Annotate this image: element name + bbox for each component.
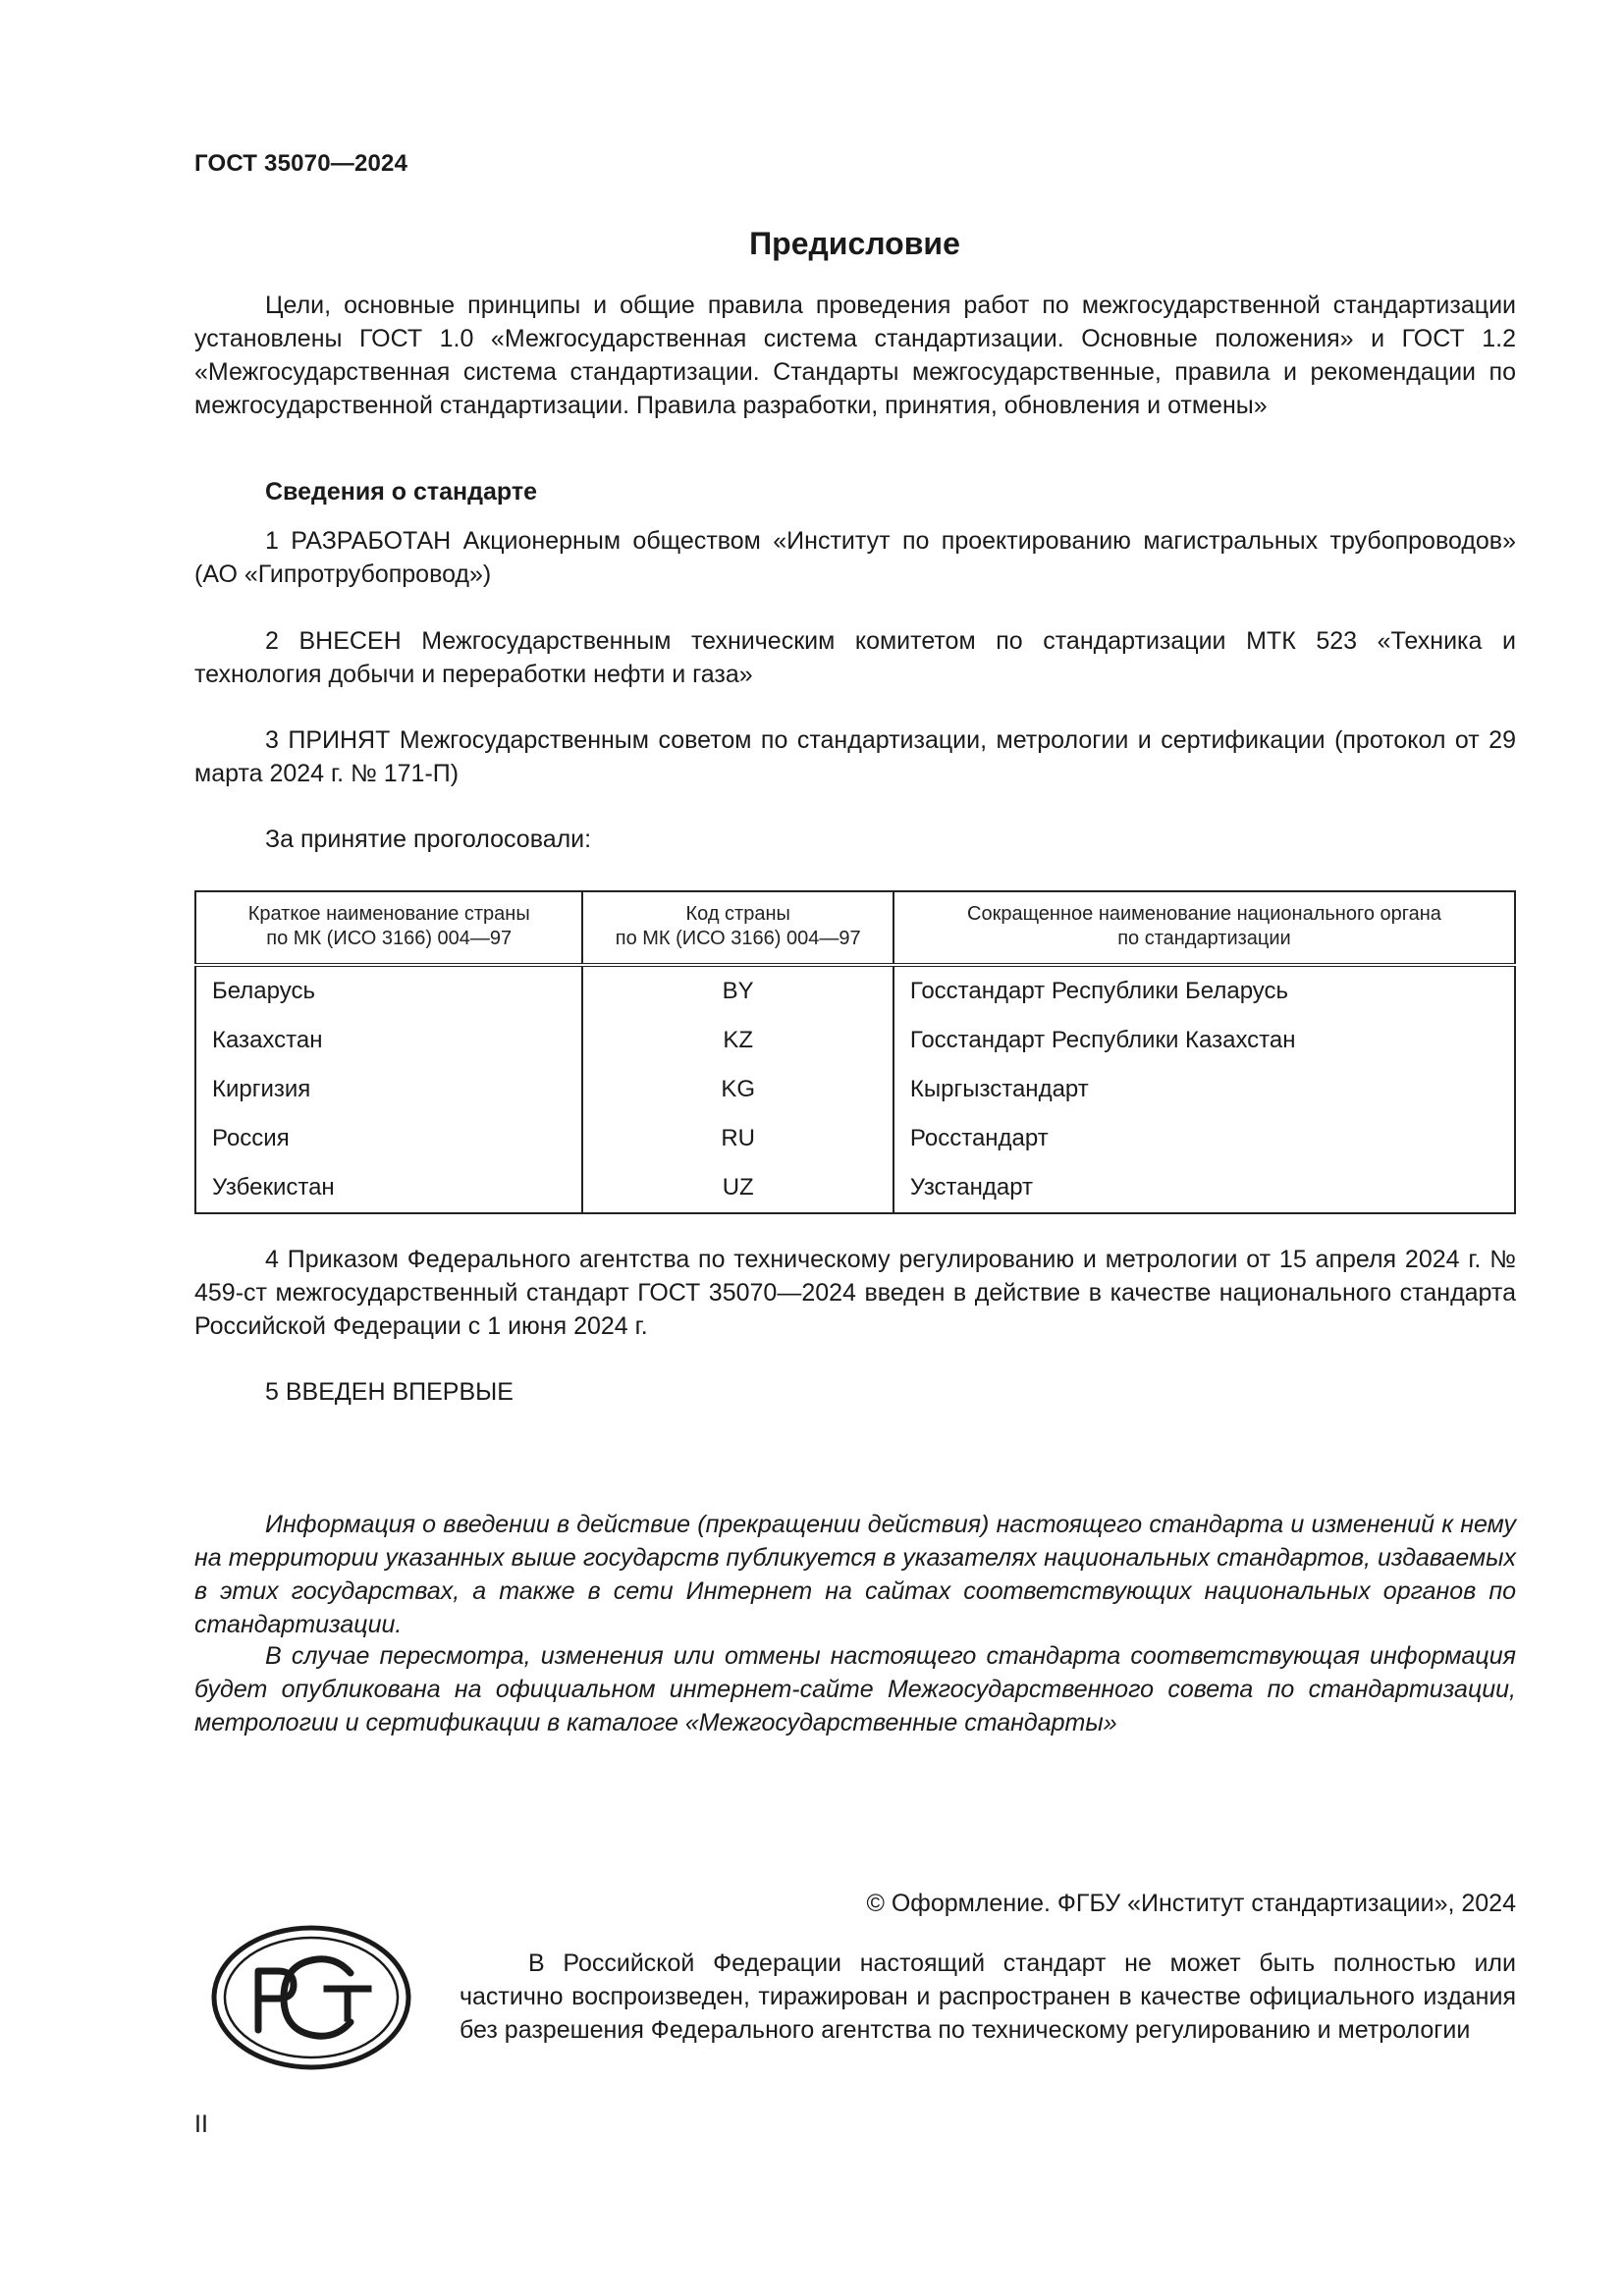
cell-code: UZ	[582, 1163, 893, 1213]
item-order: 4 Приказом Федерального агентства по техническому регулированию и метрологии от 15 апреля 2024 г. № 459-ст межгосударственный стандарт ГОСТ 35070—2024 введен в действие в качестве национального стандарта Российской Федерации с 1 июня 2024 г.	[194, 1246, 1516, 1340]
vote-label: За принятие проголосовали:	[265, 826, 592, 853]
item-adopted: 3 ПРИНЯТ Межгосударственным советом по стандартизации, метрологии и сертификации (протокол от 29 марта 2024 г. № 171-П)	[194, 726, 1516, 787]
note-revision-info: В случае пересмотра, изменения или отмены настоящего стандарта соответствующая информация будет опубликована на официальном интернет-сайте Межгосударственного совета по стандартизации, метрологии и сертификации в каталоге «Межгосударственные стандарты»	[194, 1642, 1516, 1736]
cell-body: Кыргызстандарт	[893, 1065, 1515, 1114]
document-code: ГОСТ 35070—2024	[194, 150, 408, 177]
cell-country: Узбекистан	[195, 1163, 582, 1213]
column-header-body: Сокращенное наименование национального органа по стандартизации	[893, 891, 1515, 965]
voting-countries-table	[194, 890, 1516, 1214]
column-header-code: Код страны по МК (ИСО 3166) 004—97	[582, 891, 893, 965]
note-publication-info: Информация о введении в действие (прекращении действия) настоящего стандарта и изменений к нему на территории указанных выше государств публикуется в указателях национальных стандартов, издаваемых в этих государствах, а также в сети Интернет на сайтах соответствующих национальных органов по стандартизации.	[194, 1511, 1516, 1638]
cell-country: Киргизия	[195, 1065, 582, 1114]
table-row	[195, 1016, 1515, 1065]
item-developed: 1 РАЗРАБОТАН Акционерным обществом «Институт по проектированию магистральных трубопроводов» (АО «Гипротрубопровод»)	[194, 527, 1516, 588]
table-row	[195, 1065, 1515, 1114]
page-number: II	[194, 2110, 208, 2138]
cell-body: Госстандарт Республики Беларусь	[893, 965, 1515, 1016]
table-row	[195, 1114, 1515, 1163]
copyright-line: © Оформление. ФГБУ «Институт стандартизации», 2024	[866, 1890, 1516, 1917]
cell-body: Госстандарт Республики Казахстан	[893, 1016, 1515, 1065]
cell-code: KG	[582, 1065, 893, 1114]
cell-body: Узстандарт	[893, 1163, 1515, 1213]
cell-country: Беларусь	[195, 965, 582, 1016]
pct-certification-mark-icon	[211, 1924, 412, 2071]
table-row	[195, 1163, 1515, 1213]
cell-code: RU	[582, 1114, 893, 1163]
table-header-row	[195, 891, 1515, 965]
item-submitted: 2 ВНЕСЕН Межгосударственным техническим комитетом по стандартизации МТК 523 «Техника и технология добычи и переработки нефти и газа»	[194, 627, 1516, 688]
cell-country: Казахстан	[195, 1016, 582, 1065]
page-title: Предисловие	[749, 226, 960, 261]
column-header-country: Краткое наименование страны по МК (ИСО 3166) 004—97	[195, 891, 582, 965]
cell-country: Россия	[195, 1114, 582, 1163]
intro-paragraph: Цели, основные принципы и общие правила проведения работ по межгосударственной стандартизации установлены ГОСТ 1.0 «Межгосударственная система стандартизации. Основные положения» и ГОСТ 1.2 «Межгосударственная система стандартизации. Стандарты межгосударственные, правила и рекомендации по межгосударственной стандартизации. Правила разработки, принятия, обновления и отмены»	[194, 292, 1516, 419]
cell-code: BY	[582, 965, 893, 1016]
cell-code: KZ	[582, 1016, 893, 1065]
rights-notice: В Российской Федерации настоящий стандарт не может быть полностью или частично воспроизведен, тиражирован и распространен в качестве официального издания без разрешения Федерального агентства по техническому регулированию и метрологии	[460, 1949, 1516, 2044]
section-subheading: Сведения о стандарте	[265, 478, 538, 506]
cell-body: Росстандарт	[893, 1114, 1515, 1163]
item-first-introduced: 5 ВВЕДЕН ВПЕРВЫЕ	[265, 1378, 514, 1406]
table-row	[195, 965, 1515, 1016]
